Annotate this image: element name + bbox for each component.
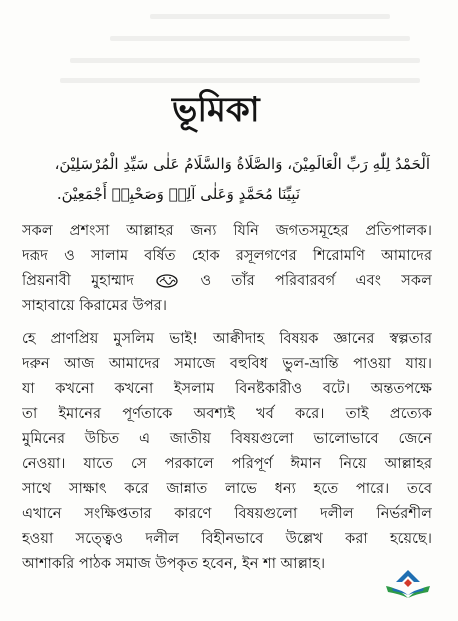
text-line: দরুন আজ আমাদের সমাজে বহুবিধ ভুল-ভ্রান্তি পাওয়া যায়। <box>22 355 432 372</box>
text-line: সাহাবায়ে কিরামের উপর। <box>22 297 168 314</box>
text-line <box>22 268 432 293</box>
text-line: তা ইমানের পূর্ণতাকে অবশ্যই খর্ব করে। তাই প্রত্যেক <box>22 405 432 422</box>
text-segment: প্রিয়নাবী মুহাম্মাদ <box>22 272 134 289</box>
show-through-text <box>0 0 458 84</box>
text-line: এখানে সংক্ষিপ্ততার কারণে বিষয়গুলো দলীল নির্ভরশীল <box>22 505 432 522</box>
paragraph-main <box>22 326 432 576</box>
page-title: ভূমিকা <box>172 90 260 130</box>
text-line: হওয়া সত্ত্বেও দলীল বিহীনভাবে উল্লেখ করা হয়েছে। <box>22 530 432 547</box>
publisher-logo-icon <box>384 568 432 602</box>
text-line: দরূদ ও সালাম বর্ষিত হোক রসূলগণের শিরোমণি আমাদের <box>22 247 432 264</box>
text-segment: ও তাঁর পরিবারবর্গ এবং সকল <box>200 272 432 289</box>
text-line: সাথে সাক্ষাৎ করে জান্নাত লাভে ধন্য হতে পারে। তবে <box>22 480 432 497</box>
text-line: আশাকরি পাঠক সমাজ উপকৃত হবেন, ইন শা আল্লাহ। <box>22 555 326 572</box>
text-line: সকল প্রশংসা আল্লাহর জন্য যিনি জগতসমূহের প্রতিপালক। <box>22 222 432 239</box>
text-line: মুমিনের উচিত এ জাতীয় বিষয়গুলো ভালোভাবে জেনে <box>22 430 432 447</box>
salawat-calligraphy-icon <box>156 274 178 288</box>
arabic-opening-line-1: اَلْحَمْدُ لِلّٰهِ رَبِّ الْعَالَمِيْنَ، وَالصَّلَاةُ وَالسَّلَامُ عَلٰى سَيِّدِ الْمُرْسَلِيْنَ، <box>54 155 430 173</box>
text-line: যা কখনো কখনো ইসলাম বিনষ্টকারীও বটে। অন্ততপক্ষে <box>22 380 432 397</box>
paragraph-praise <box>22 218 432 318</box>
text-line: নেওয়া। যাতে সে পরকালে পরিপূর্ণ ঈমান নিয়ে আল্লাহর <box>22 455 432 472</box>
arabic-opening-line-2: نَبِيِّنَا مُحَمَّدٍ وَعَلٰى آلِهٖ وَصَحْبِهٖ أَجْمَعِيْنَ. <box>56 185 300 203</box>
text-line: হে প্রাণপ্রিয় মুসলিম ভাই! আক্বীদাহ বিষয়ক জ্ঞানের স্বল্পতার <box>22 330 432 347</box>
